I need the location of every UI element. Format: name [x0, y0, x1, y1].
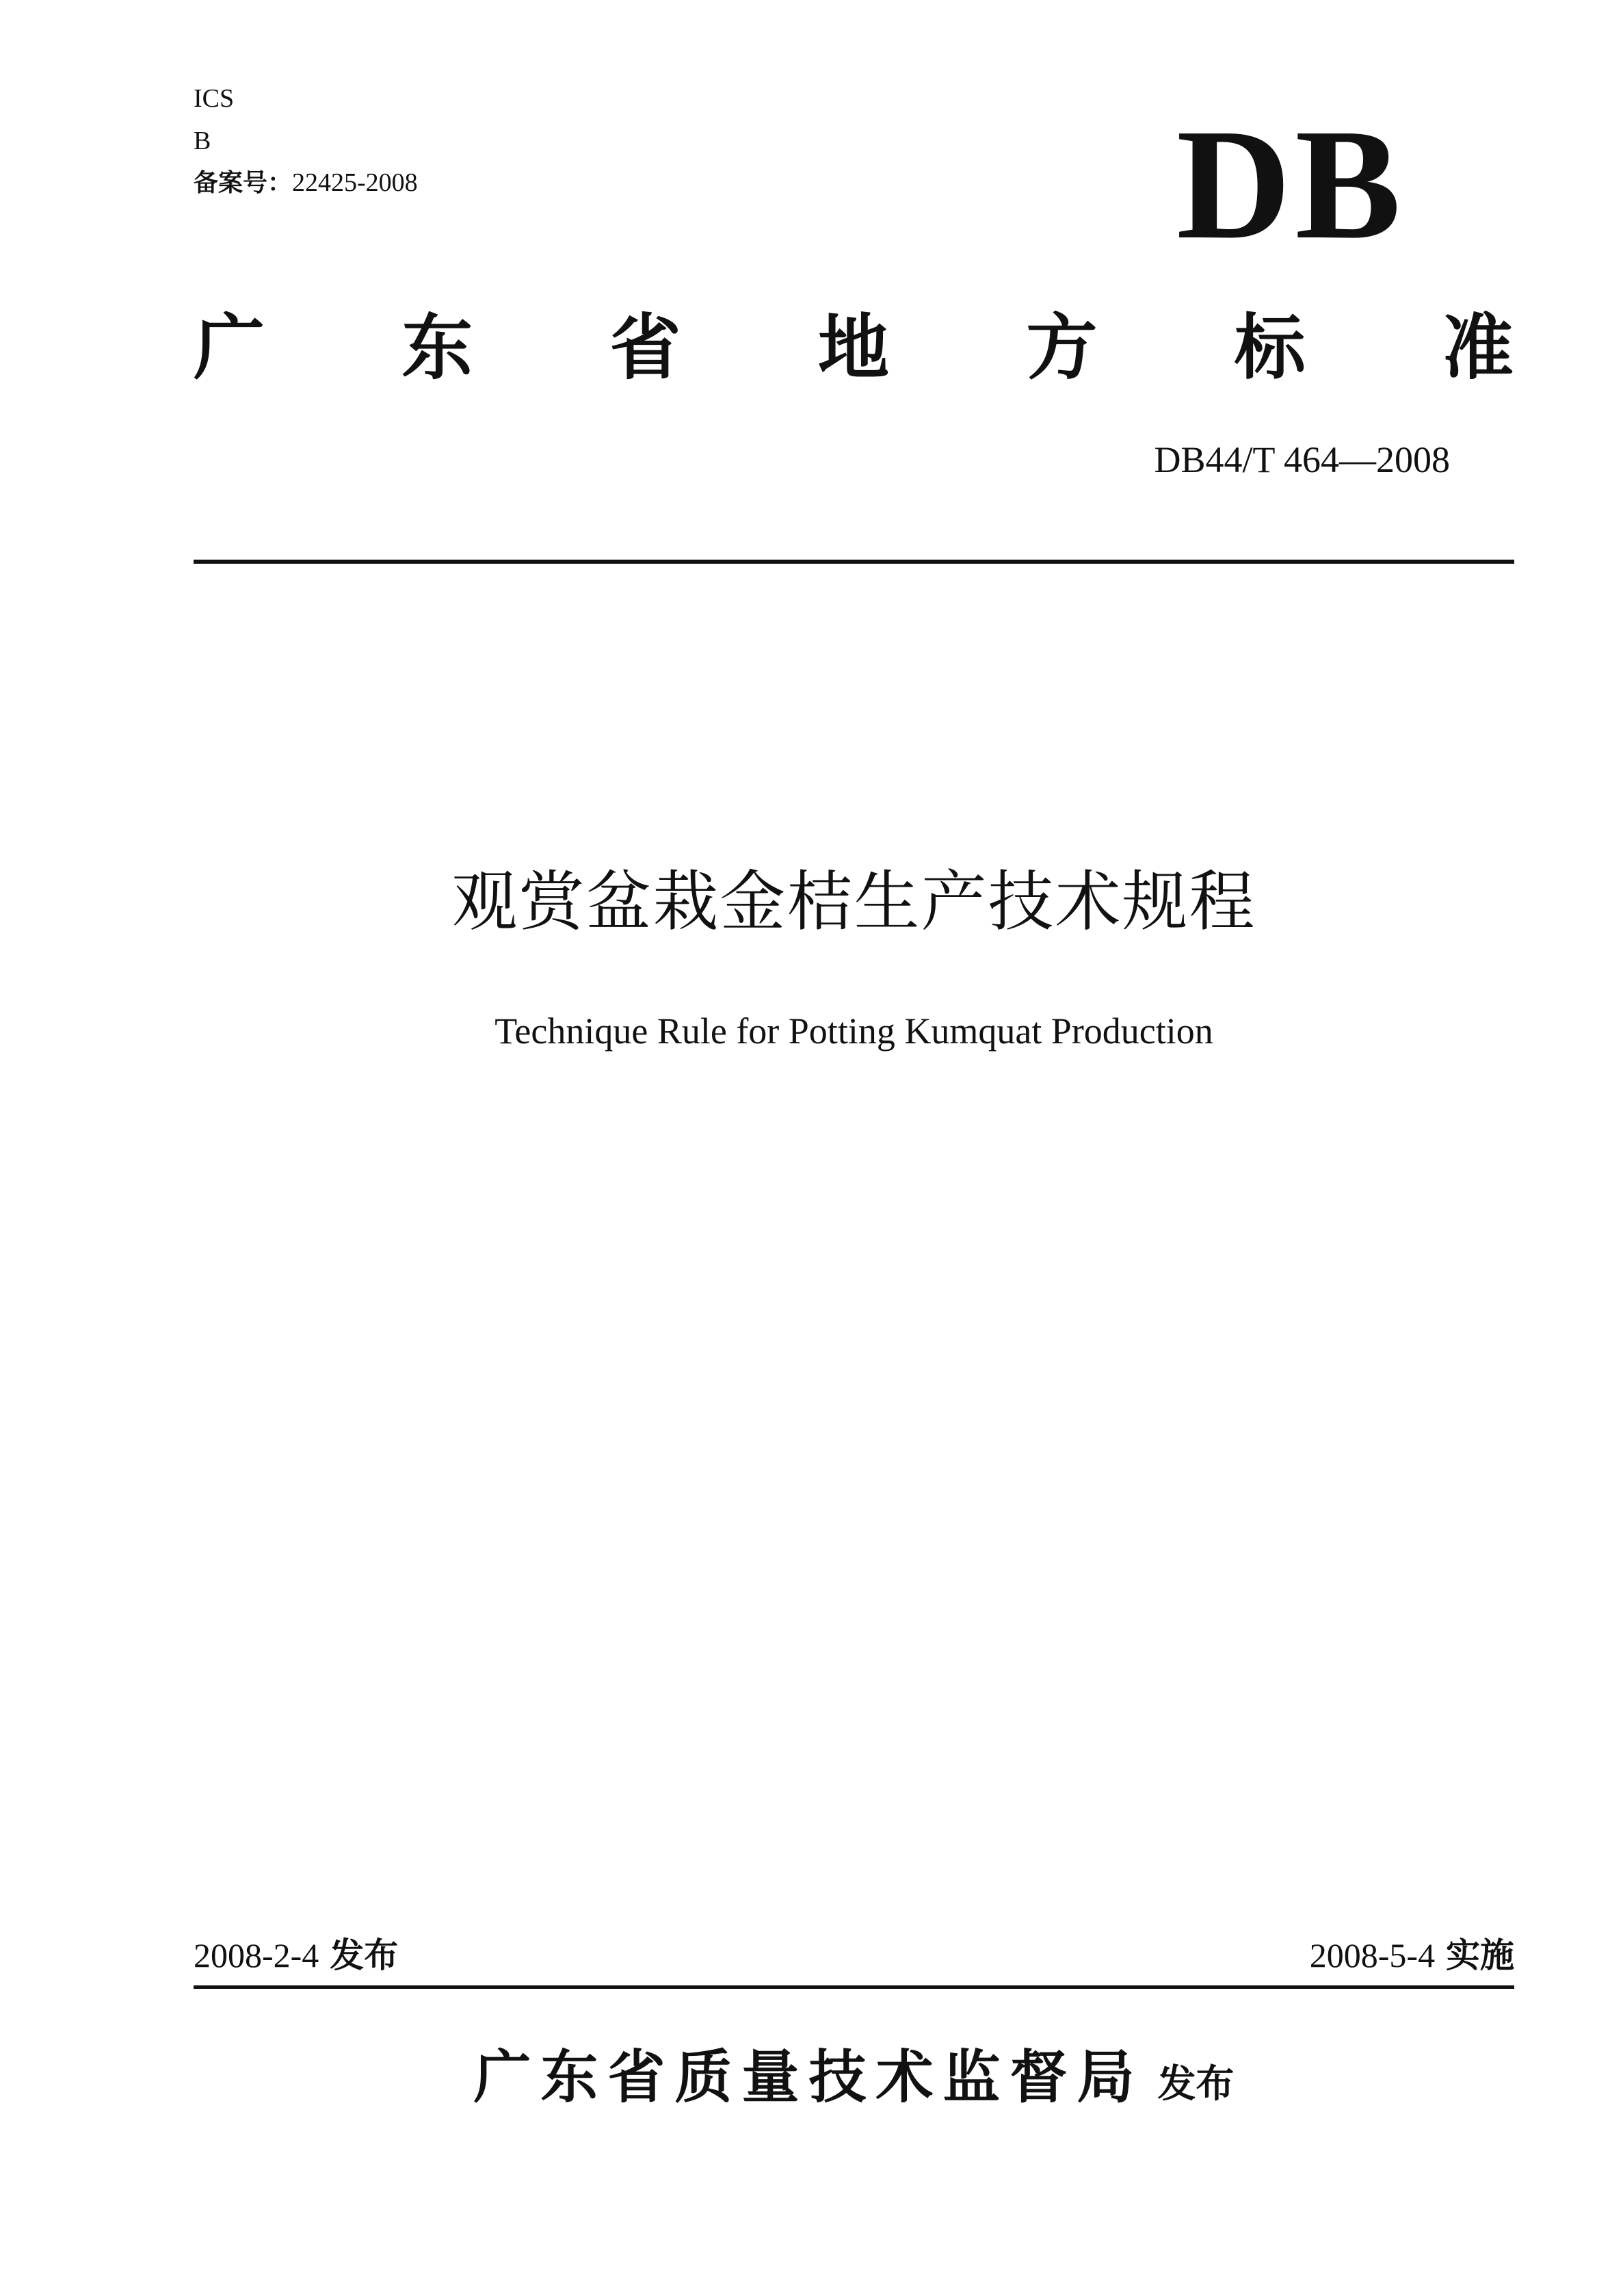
standard-type-char: 准	[1442, 306, 1514, 389]
standard-type-char: 地	[817, 306, 889, 389]
issuer-line	[194, 2036, 1514, 2135]
issue-date-line	[194, 1933, 398, 1977]
standard-type-char: 东	[401, 306, 473, 389]
document-title-en: Technique Rule for Potting Kumquat Production	[494, 1010, 1213, 1052]
effective-date-line	[1094, 1933, 1514, 1977]
effective-date: 2008-5-4	[1309, 1936, 1436, 1974]
effective-word: 实施	[1446, 1935, 1514, 1975]
issuer-suffix: 发布	[1157, 2062, 1235, 2106]
issue-date: 2008-2-4	[194, 1936, 319, 1974]
issue-word: 发布	[330, 1935, 399, 1975]
ics-label: ICS	[194, 84, 235, 113]
standard-type-char: 广	[194, 306, 265, 389]
registration-line	[194, 168, 418, 198]
standard-type-char: 方	[1026, 306, 1098, 389]
registration-label: 备案号：	[194, 169, 293, 197]
document-title-cn: 观赏盆栽金桔生产技术规程	[451, 863, 1256, 940]
issuer-name: 广东省质量技术监督局	[473, 2044, 1144, 2111]
standard-type-char: 标	[1234, 306, 1306, 389]
header-divider	[194, 560, 1514, 564]
standard-number: DB44/T 464—2008	[1154, 439, 1450, 480]
footer-divider	[194, 1985, 1514, 1989]
standard-type-heading	[194, 300, 1514, 395]
classification-code: B	[194, 127, 211, 155]
standard-type-char: 省	[609, 306, 681, 389]
registration-number: 22425-2008	[292, 168, 418, 197]
db-logo: DB	[1176, 96, 1406, 272]
